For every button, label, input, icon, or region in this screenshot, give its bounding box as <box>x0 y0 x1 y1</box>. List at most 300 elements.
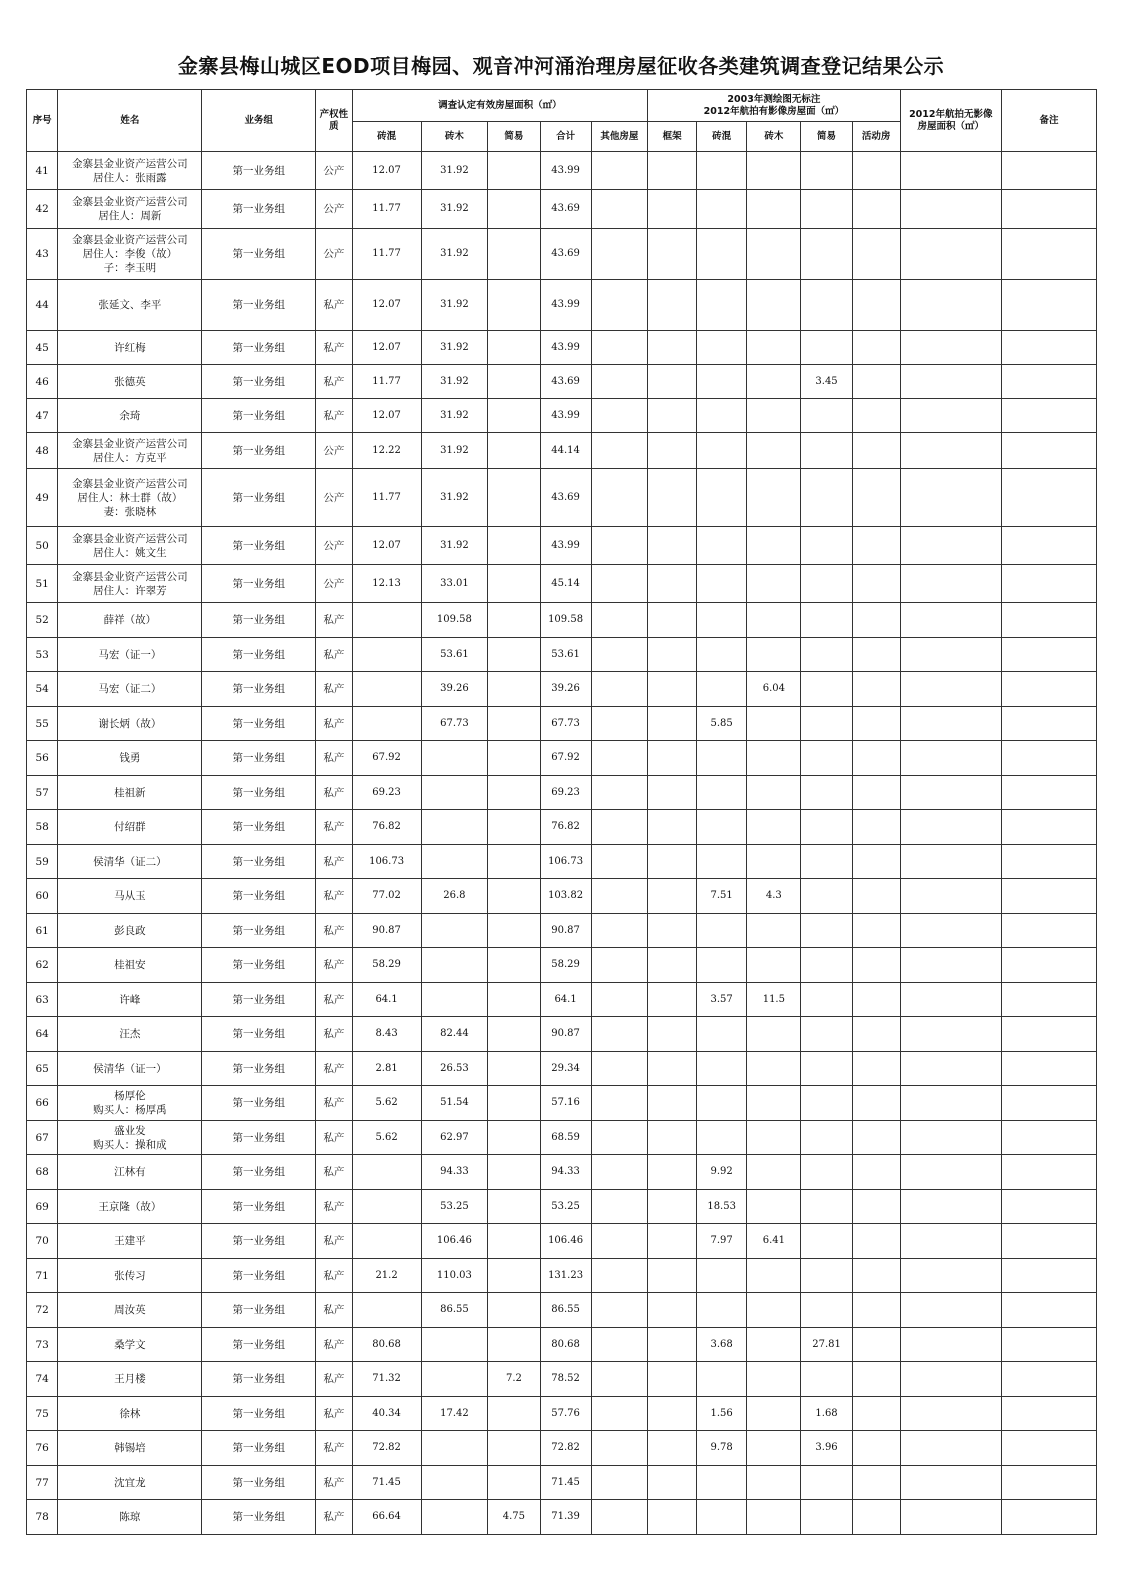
row-brick-wood-2012 <box>747 399 801 433</box>
row-brick-concrete <box>352 707 421 741</box>
row-frame <box>648 638 697 672</box>
row-simple-2012 <box>801 948 852 983</box>
row-group: 第一业务组 <box>202 914 316 948</box>
name-line: 张传习 <box>114 1269 146 1282</box>
row-group: 第一业务组 <box>202 1190 316 1224</box>
name-line: 张延文、李平 <box>98 299 162 311</box>
row-simple-2012 <box>801 331 852 365</box>
row-brick-concrete-2012 <box>697 565 747 603</box>
row-remark <box>1001 983 1096 1017</box>
row-brick-wood-2012 <box>747 433 801 469</box>
name-line: 金寨县金业资产运营公司 <box>72 570 188 583</box>
row-simple <box>488 638 540 672</box>
row-seq: 58 <box>27 810 58 845</box>
row-brick-wood-2012 <box>747 1017 801 1052</box>
row-name <box>58 565 202 603</box>
row-frame <box>648 229 697 280</box>
row-name <box>58 469 202 527</box>
row-total: 43.99 <box>540 527 591 565</box>
row-remark <box>1001 399 1096 433</box>
row-simple-2012 <box>801 1500 852 1535</box>
row-total: 67.73 <box>540 707 591 741</box>
row-simple-2012 <box>801 229 852 280</box>
row-remark <box>1001 152 1096 190</box>
row-frame <box>648 845 697 879</box>
row-group: 第一业务组 <box>202 776 316 810</box>
row-other <box>591 399 647 433</box>
row-simple-2012: 1.68 <box>801 1397 852 1431</box>
row-name <box>58 707 202 741</box>
row-group: 第一业务组 <box>202 433 316 469</box>
row-no-image-area <box>900 190 1001 229</box>
row-frame <box>648 914 697 948</box>
header-brick-wood: 砖木 <box>421 122 488 152</box>
row-other <box>591 280 647 331</box>
row-name <box>58 1259 202 1293</box>
row-mobile-house <box>852 365 900 399</box>
row-mobile-house <box>852 399 900 433</box>
row-frame <box>648 707 697 741</box>
row-mobile-house <box>852 707 900 741</box>
row-group: 第一业务组 <box>202 1086 316 1121</box>
header-aerial-line1: 2003年测绘图无标注 <box>727 93 821 105</box>
row-brick-concrete-2012 <box>697 469 747 527</box>
header-total: 合计 <box>540 122 591 152</box>
row-frame <box>648 331 697 365</box>
row-simple-2012 <box>801 672 852 707</box>
row-mobile-house <box>852 776 900 810</box>
row-simple <box>488 707 540 741</box>
row-remark <box>1001 1086 1096 1121</box>
row-property: 私产 <box>316 879 353 914</box>
row-frame <box>648 565 697 603</box>
row-brick-concrete-2012 <box>697 776 747 810</box>
row-name <box>58 638 202 672</box>
row-group: 第一业务组 <box>202 527 316 565</box>
row-name <box>58 1500 202 1535</box>
row-other <box>591 1190 647 1224</box>
row-simple-2012 <box>801 469 852 527</box>
row-other <box>591 879 647 914</box>
row-name <box>58 1466 202 1500</box>
name-line: 居住人：许翠芳 <box>93 584 167 597</box>
table-row <box>27 983 1097 1017</box>
row-seq: 62 <box>27 948 58 983</box>
row-brick-wood-2012 <box>747 914 801 948</box>
row-brick-concrete-2012 <box>697 1500 747 1535</box>
row-total: 80.68 <box>540 1328 591 1362</box>
row-other <box>591 948 647 983</box>
row-simple <box>488 331 540 365</box>
row-brick-wood <box>421 1431 488 1466</box>
row-mobile-house <box>852 1500 900 1535</box>
row-name <box>58 527 202 565</box>
row-property: 公产 <box>316 433 353 469</box>
row-seq: 74 <box>27 1362 58 1397</box>
row-group: 第一业务组 <box>202 399 316 433</box>
row-remark <box>1001 1362 1096 1397</box>
row-brick-concrete-2012: 5.85 <box>697 707 747 741</box>
row-brick-concrete: 90.87 <box>352 914 421 948</box>
row-brick-concrete: 21.2 <box>352 1259 421 1293</box>
row-frame <box>648 776 697 810</box>
row-property: 私产 <box>316 845 353 879</box>
row-brick-wood-2012 <box>747 603 801 638</box>
row-brick-concrete: 2.81 <box>352 1052 421 1086</box>
row-remark <box>1001 1500 1096 1535</box>
row-brick-wood: 17.42 <box>421 1397 488 1431</box>
row-seq: 65 <box>27 1052 58 1086</box>
header-brick-concrete-2012: 砖混 <box>697 122 747 152</box>
row-simple <box>488 433 540 469</box>
row-other <box>591 672 647 707</box>
row-frame <box>648 1190 697 1224</box>
row-simple <box>488 190 540 229</box>
row-seq: 57 <box>27 776 58 810</box>
row-remark <box>1001 1397 1096 1431</box>
header-aerial-2012 <box>648 90 901 122</box>
row-property: 私产 <box>316 1017 353 1052</box>
row-mobile-house <box>852 229 900 280</box>
row-brick-wood-2012 <box>747 1259 801 1293</box>
row-brick-concrete-2012 <box>697 399 747 433</box>
row-other <box>591 707 647 741</box>
row-simple-2012 <box>801 1190 852 1224</box>
row-other <box>591 845 647 879</box>
row-no-image-area <box>900 948 1001 983</box>
row-seq: 73 <box>27 1328 58 1362</box>
row-brick-concrete: 8.43 <box>352 1017 421 1052</box>
row-brick-concrete: 66.64 <box>352 1500 421 1535</box>
table-row <box>27 1362 1097 1397</box>
row-other <box>591 1293 647 1328</box>
name-line: 张德英 <box>114 375 146 388</box>
row-simple <box>488 983 540 1017</box>
row-no-image-area <box>900 1086 1001 1121</box>
row-mobile-house <box>852 1155 900 1190</box>
row-brick-concrete-2012: 1.56 <box>697 1397 747 1431</box>
row-other <box>591 1086 647 1121</box>
row-name <box>58 741 202 776</box>
row-total: 53.25 <box>540 1190 591 1224</box>
row-seq: 44 <box>27 280 58 331</box>
row-remark <box>1001 190 1096 229</box>
row-seq: 70 <box>27 1224 58 1259</box>
row-no-image-area <box>900 1431 1001 1466</box>
row-name <box>58 1224 202 1259</box>
row-property: 私产 <box>316 776 353 810</box>
row-name <box>58 280 202 331</box>
row-seq: 46 <box>27 365 58 399</box>
row-simple-2012 <box>801 1259 852 1293</box>
header-surveyed-area: 调查认定有效房屋面积（㎡） <box>352 90 647 122</box>
row-total: 57.16 <box>540 1086 591 1121</box>
row-brick-wood-2012 <box>747 365 801 399</box>
row-brick-wood: 86.55 <box>421 1293 488 1328</box>
row-seq: 76 <box>27 1431 58 1466</box>
row-name <box>58 1328 202 1362</box>
row-name <box>58 152 202 190</box>
table-row <box>27 638 1097 672</box>
row-frame <box>648 1086 697 1121</box>
row-property: 私产 <box>316 365 353 399</box>
row-total: 71.45 <box>540 1466 591 1500</box>
row-brick-concrete: 58.29 <box>352 948 421 983</box>
row-other <box>591 433 647 469</box>
row-property: 私产 <box>316 399 353 433</box>
row-no-image-area <box>900 638 1001 672</box>
row-total: 43.69 <box>540 469 591 527</box>
row-group: 第一业务组 <box>202 1121 316 1155</box>
row-mobile-house <box>852 1293 900 1328</box>
row-brick-wood: 31.92 <box>421 152 488 190</box>
row-other <box>591 527 647 565</box>
row-group: 第一业务组 <box>202 469 316 527</box>
header-brick-wood-2012: 砖木 <box>747 122 801 152</box>
table-row <box>27 365 1097 399</box>
row-brick-concrete-2012 <box>697 603 747 638</box>
row-other <box>591 638 647 672</box>
row-seq: 69 <box>27 1190 58 1224</box>
row-simple <box>488 1431 540 1466</box>
row-seq: 49 <box>27 469 58 527</box>
row-brick-wood-2012 <box>747 948 801 983</box>
table-row <box>27 1052 1097 1086</box>
row-brick-wood <box>421 1466 488 1500</box>
row-no-image-area <box>900 776 1001 810</box>
row-brick-concrete: 5.62 <box>352 1086 421 1121</box>
name-line: 金寨县金业资产运营公司 <box>72 532 188 545</box>
row-frame <box>648 399 697 433</box>
row-brick-wood-2012 <box>747 469 801 527</box>
row-seq: 60 <box>27 879 58 914</box>
row-brick-wood-2012 <box>747 1500 801 1535</box>
row-brick-concrete-2012 <box>697 331 747 365</box>
row-brick-concrete-2012 <box>697 1293 747 1328</box>
row-brick-concrete <box>352 672 421 707</box>
row-name <box>58 914 202 948</box>
row-brick-wood: 31.92 <box>421 433 488 469</box>
row-brick-wood-2012 <box>747 776 801 810</box>
row-simple <box>488 527 540 565</box>
row-simple-2012 <box>801 638 852 672</box>
name-line: 桂祖新 <box>114 786 146 799</box>
row-simple-2012 <box>801 565 852 603</box>
header-simple-2012: 简易 <box>801 122 852 152</box>
name-line: 薛祥（故） <box>103 614 157 626</box>
row-brick-concrete: 72.82 <box>352 1431 421 1466</box>
row-mobile-house <box>852 331 900 365</box>
row-simple <box>488 845 540 879</box>
row-name <box>58 433 202 469</box>
row-total: 44.14 <box>540 433 591 469</box>
row-simple <box>488 948 540 983</box>
table-row <box>27 229 1097 280</box>
row-total: 131.23 <box>540 1259 591 1293</box>
row-total: 43.99 <box>540 280 591 331</box>
table-row <box>27 914 1097 948</box>
row-remark <box>1001 1466 1096 1500</box>
row-brick-concrete <box>352 1293 421 1328</box>
row-brick-wood-2012 <box>747 1362 801 1397</box>
name-line: 韩锡培 <box>114 1442 146 1454</box>
row-brick-concrete-2012 <box>697 741 747 776</box>
row-brick-concrete-2012: 9.92 <box>697 1155 747 1190</box>
row-brick-wood: 33.01 <box>421 565 488 603</box>
row-simple <box>488 229 540 280</box>
row-mobile-house <box>852 190 900 229</box>
header-noimage-line1: 2012年航拍无影像 <box>909 108 993 120</box>
row-seq: 53 <box>27 638 58 672</box>
row-brick-concrete: 11.77 <box>352 469 421 527</box>
row-name <box>58 1086 202 1121</box>
name-line: 购买人：杨厚禹 <box>93 1104 167 1116</box>
row-simple-2012 <box>801 983 852 1017</box>
row-brick-concrete: 76.82 <box>352 810 421 845</box>
row-brick-wood: 67.73 <box>421 707 488 741</box>
table-row <box>27 1500 1097 1535</box>
row-remark <box>1001 229 1096 280</box>
header-frame: 框架 <box>648 122 697 152</box>
row-seq: 43 <box>27 229 58 280</box>
row-total: 64.1 <box>540 983 591 1017</box>
row-seq: 41 <box>27 152 58 190</box>
row-other <box>591 565 647 603</box>
row-brick-wood <box>421 776 488 810</box>
row-group: 第一业务组 <box>202 229 316 280</box>
row-simple: 4.75 <box>488 1500 540 1535</box>
row-brick-concrete <box>352 1224 421 1259</box>
row-brick-wood: 39.26 <box>421 672 488 707</box>
row-total: 71.39 <box>540 1500 591 1535</box>
name-line: 金寨县金业资产运营公司 <box>72 234 188 246</box>
row-mobile-house <box>852 1431 900 1466</box>
row-brick-wood-2012 <box>747 1155 801 1190</box>
row-remark <box>1001 1328 1096 1362</box>
row-remark <box>1001 1293 1096 1328</box>
row-group: 第一业务组 <box>202 280 316 331</box>
row-seq: 47 <box>27 399 58 433</box>
row-name <box>58 1017 202 1052</box>
row-seq: 71 <box>27 1259 58 1293</box>
row-property: 私产 <box>316 1293 353 1328</box>
row-brick-concrete-2012 <box>697 152 747 190</box>
row-frame <box>648 1397 697 1431</box>
row-total: 103.82 <box>540 879 591 914</box>
name-line: 金寨县金业资产运营公司 <box>72 196 188 208</box>
row-brick-concrete <box>352 603 421 638</box>
row-brick-wood-2012 <box>747 1052 801 1086</box>
row-brick-wood-2012: 6.41 <box>747 1224 801 1259</box>
name-line: 桑学文 <box>114 1338 146 1351</box>
table-row <box>27 527 1097 565</box>
row-simple <box>488 469 540 527</box>
row-brick-concrete: 5.62 <box>352 1121 421 1155</box>
header-property: 产权性质 <box>316 90 353 152</box>
row-simple <box>488 280 540 331</box>
name-line: 居住人：张雨露 <box>93 171 167 184</box>
row-simple <box>488 603 540 638</box>
name-line: 沈宜龙 <box>114 1476 146 1489</box>
row-brick-wood <box>421 914 488 948</box>
table-row <box>27 603 1097 638</box>
row-brick-wood-2012 <box>747 565 801 603</box>
row-simple <box>488 152 540 190</box>
row-brick-concrete <box>352 1155 421 1190</box>
row-mobile-house <box>852 1052 900 1086</box>
row-frame <box>648 1259 697 1293</box>
row-brick-concrete-2012 <box>697 229 747 280</box>
row-mobile-house <box>852 433 900 469</box>
name-line: 王京隆（故） <box>98 1200 162 1213</box>
row-brick-concrete: 69.23 <box>352 776 421 810</box>
row-group: 第一业务组 <box>202 1017 316 1052</box>
row-group: 第一业务组 <box>202 638 316 672</box>
name-line: 余琦 <box>119 409 141 422</box>
row-brick-concrete: 71.32 <box>352 1362 421 1397</box>
row-name <box>58 331 202 365</box>
row-no-image-area <box>900 280 1001 331</box>
row-no-image-area <box>900 914 1001 948</box>
row-simple-2012 <box>801 1362 852 1397</box>
row-total: 43.99 <box>540 152 591 190</box>
row-no-image-area <box>900 1052 1001 1086</box>
row-remark <box>1001 280 1096 331</box>
row-other <box>591 1052 647 1086</box>
page-title: 金寨县梅山城区EOD项目梅园、观音冲河涌治理房屋征收各类建筑调查登记结果公示 <box>177 54 945 78</box>
row-remark <box>1001 741 1096 776</box>
row-remark <box>1001 879 1096 914</box>
row-seq: 45 <box>27 331 58 365</box>
row-brick-concrete: 12.07 <box>352 280 421 331</box>
name-line: 许峰 <box>119 993 141 1006</box>
row-other <box>591 914 647 948</box>
row-brick-wood-2012 <box>747 190 801 229</box>
row-simple <box>488 1052 540 1086</box>
row-simple <box>488 810 540 845</box>
row-frame <box>648 1224 697 1259</box>
row-simple-2012 <box>801 603 852 638</box>
name-line: 王月楼 <box>114 1373 146 1385</box>
row-property: 公产 <box>316 190 353 229</box>
row-total: 72.82 <box>540 1431 591 1466</box>
row-no-image-area <box>900 331 1001 365</box>
row-brick-concrete: 12.13 <box>352 565 421 603</box>
row-simple-2012 <box>801 776 852 810</box>
row-mobile-house <box>852 1017 900 1052</box>
row-seq: 64 <box>27 1017 58 1052</box>
row-brick-wood: 31.92 <box>421 399 488 433</box>
row-brick-wood-2012 <box>747 1086 801 1121</box>
row-total: 106.73 <box>540 845 591 879</box>
row-property: 私产 <box>316 983 353 1017</box>
row-simple <box>488 1293 540 1328</box>
row-no-image-area <box>900 1500 1001 1535</box>
row-name <box>58 1190 202 1224</box>
row-other <box>591 603 647 638</box>
row-name <box>58 776 202 810</box>
row-other <box>591 1466 647 1500</box>
row-other <box>591 190 647 229</box>
row-brick-concrete: 67.92 <box>352 741 421 776</box>
row-frame <box>648 810 697 845</box>
row-property: 私产 <box>316 810 353 845</box>
row-total: 53.61 <box>540 638 591 672</box>
row-brick-wood-2012 <box>747 229 801 280</box>
row-brick-wood: 26.53 <box>421 1052 488 1086</box>
row-name <box>58 879 202 914</box>
row-total: 43.69 <box>540 365 591 399</box>
